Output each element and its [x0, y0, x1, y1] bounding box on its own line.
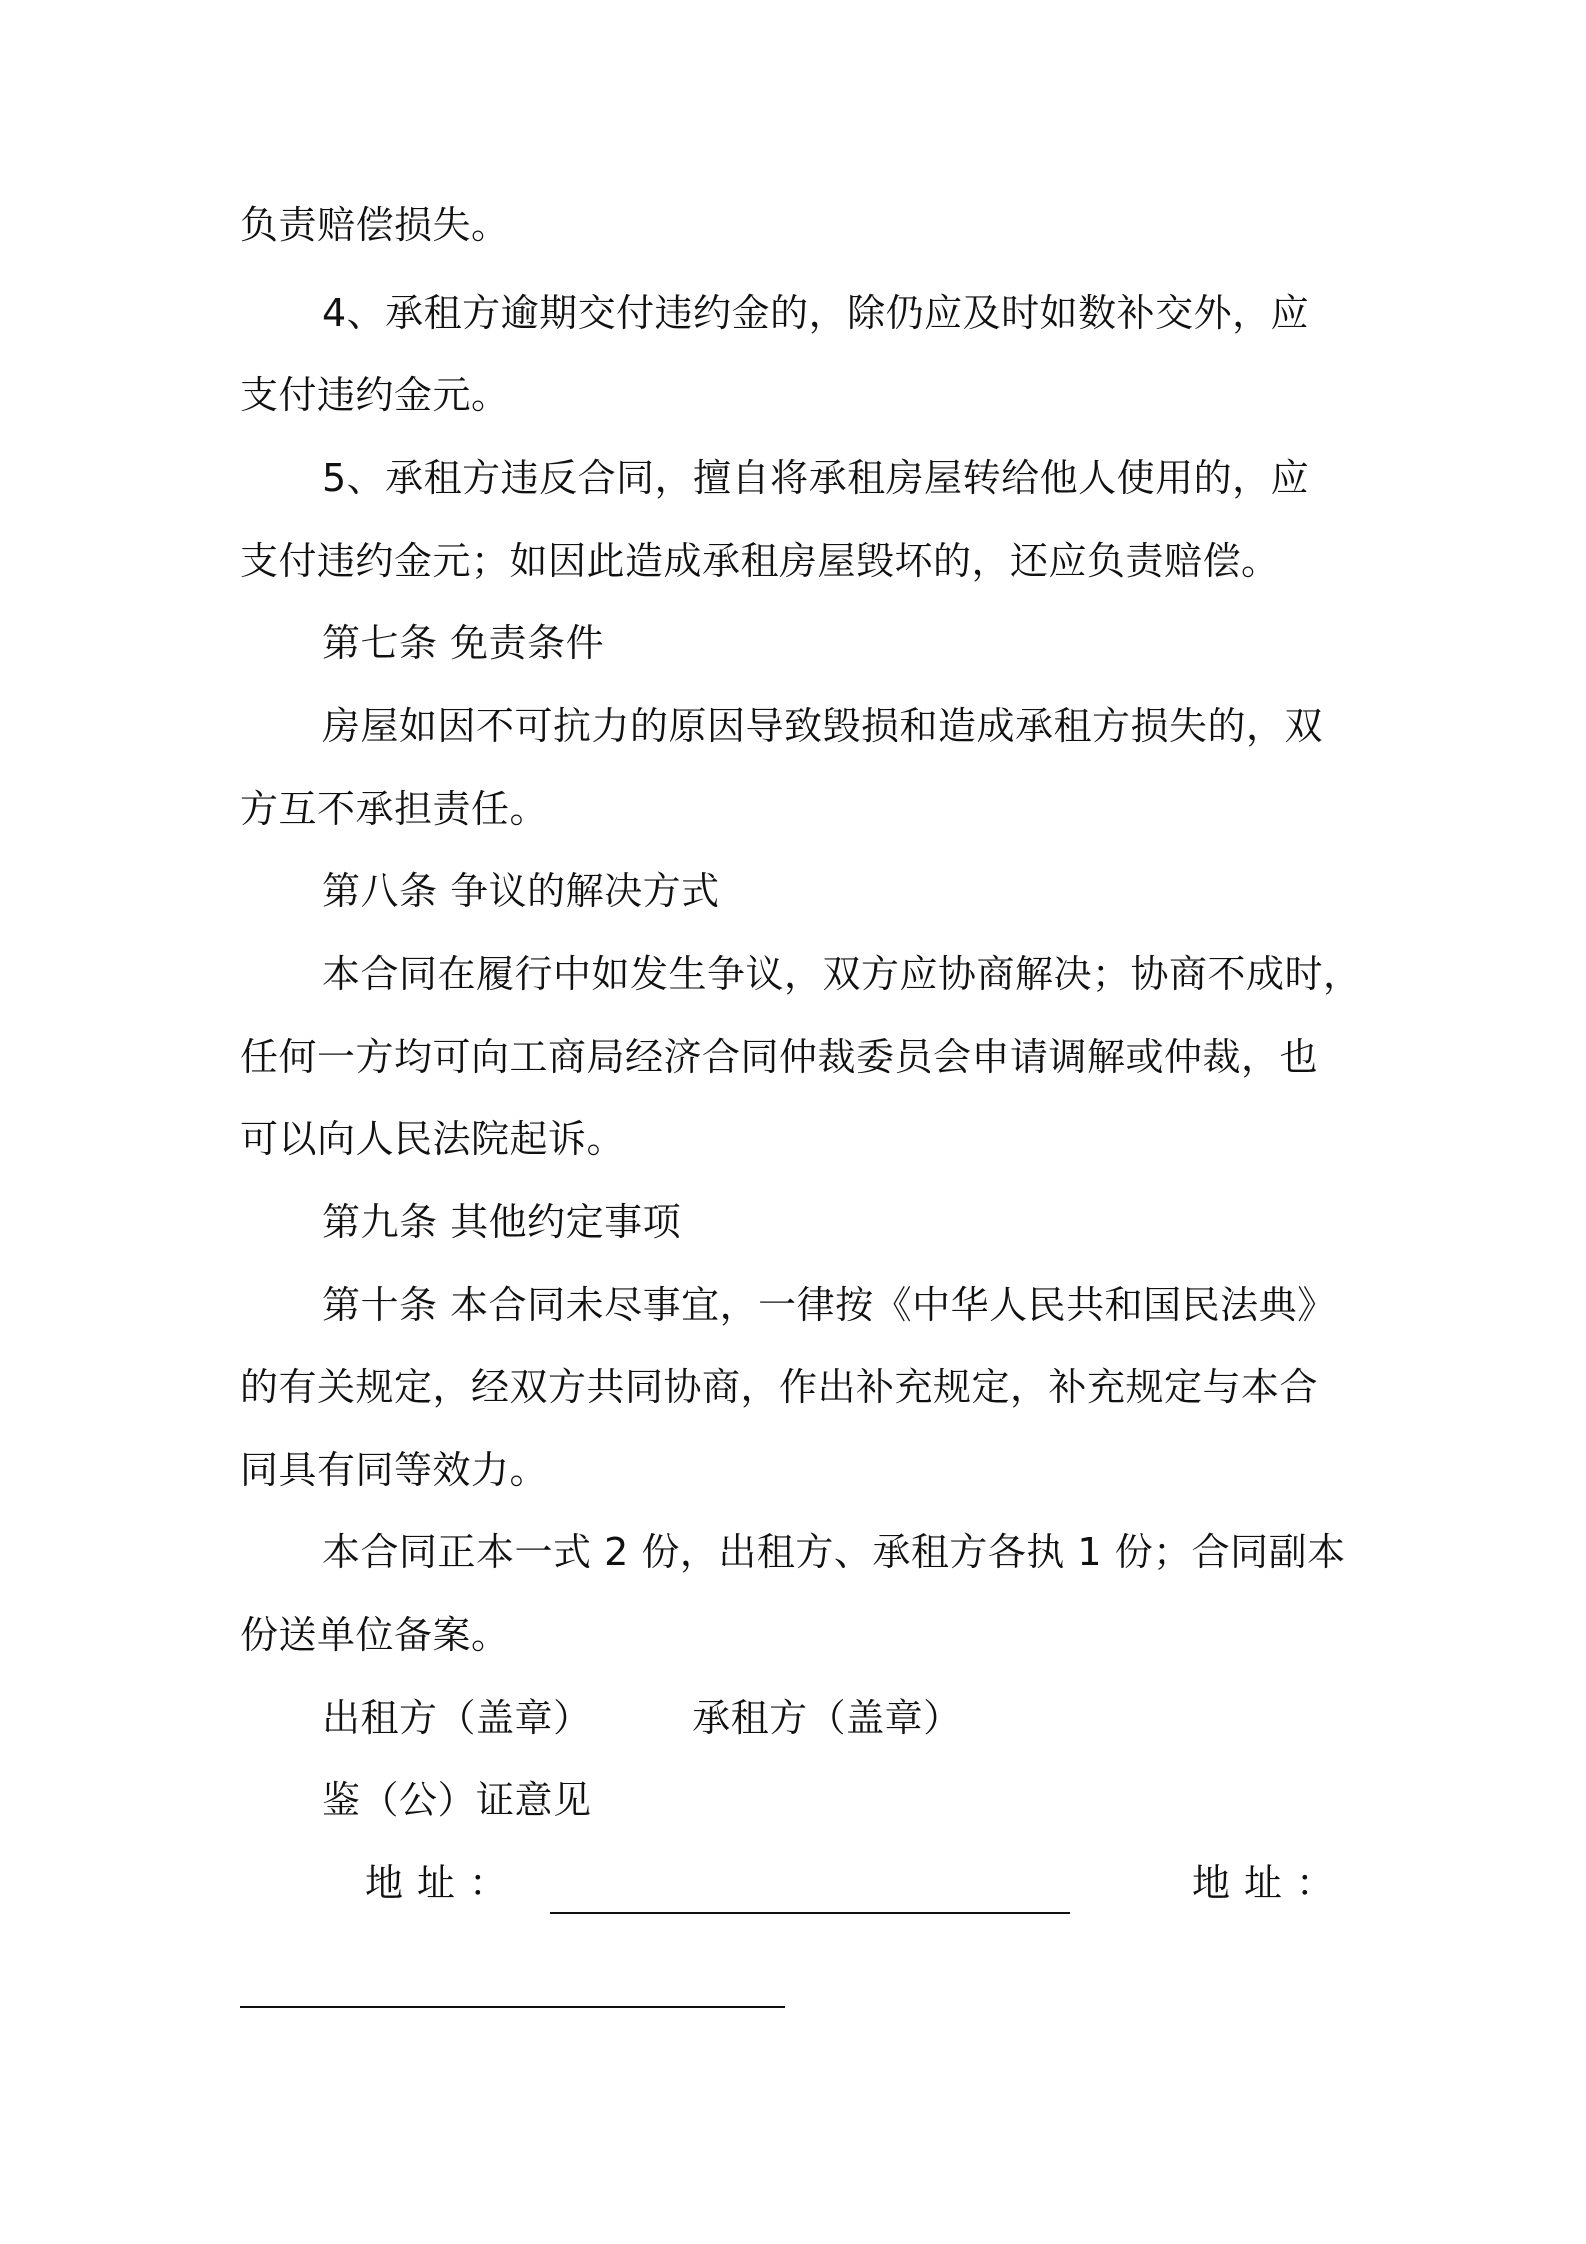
paragraph-line: 本合同在履行中如发生争议，双方应协商解决；协商不成时， [322, 952, 1362, 996]
paragraph-line: 任何一方均可向工商局经济合同仲裁委员会申请调解或仲裁，也 [240, 1035, 1319, 1079]
paragraph-line: 支付违约金元。 [240, 373, 510, 417]
section-heading: 第七条 免责条件 [322, 621, 605, 665]
paragraph-line: 负责赔偿损失。 [240, 203, 510, 247]
address-blank-lessor [550, 1912, 1070, 1914]
paragraph-line: 第十条 本合同未尽事宜，一律按《中华人民共和国民法典》 [322, 1283, 1336, 1327]
notary-opinion-line: 鉴（公）证意见 [322, 1778, 592, 1822]
address-blank-lessee [240, 2006, 785, 2008]
paragraph-line: 方互不承担责任。 [240, 787, 549, 831]
address-label-lessee: 地址： [1192, 1861, 1349, 1905]
paragraph-line: 可以向人民法院起诉。 [240, 1117, 626, 1161]
section-heading: 第八条 争议的解决方式 [322, 869, 720, 913]
paragraph-line: 房屋如因不可抗力的原因导致毁损和造成承租方损失的，双 [322, 704, 1324, 748]
section-heading: 第九条 其他约定事项 [322, 1200, 682, 1244]
signature-line: 出租方（盖章） 承租方（盖章） [322, 1696, 962, 1740]
paragraph-line: 5、承租方违反合同，擅自将承租房屋转给他人使用的，应 [322, 456, 1310, 500]
paragraph-line: 本合同正本一式 2 份，出租方、承租方各执 1 份；合同副本 [322, 1530, 1346, 1574]
paragraph-line: 份送单位备案。 [240, 1613, 510, 1657]
paragraph-line: 的有关规定，经双方共同协商，作出补充规定，补充规定与本合 [240, 1365, 1319, 1409]
paragraph-line: 4、承租方逾期交付违约金的，除仍应及时如数补交外，应 [322, 291, 1310, 335]
paragraph-line: 支付违约金元；如因此造成承租房屋毁坏的，还应负责赔偿。 [240, 539, 1280, 583]
address-label-lessor: 地址： [365, 1861, 522, 1905]
paragraph-line: 同具有同等效力。 [240, 1448, 549, 1492]
